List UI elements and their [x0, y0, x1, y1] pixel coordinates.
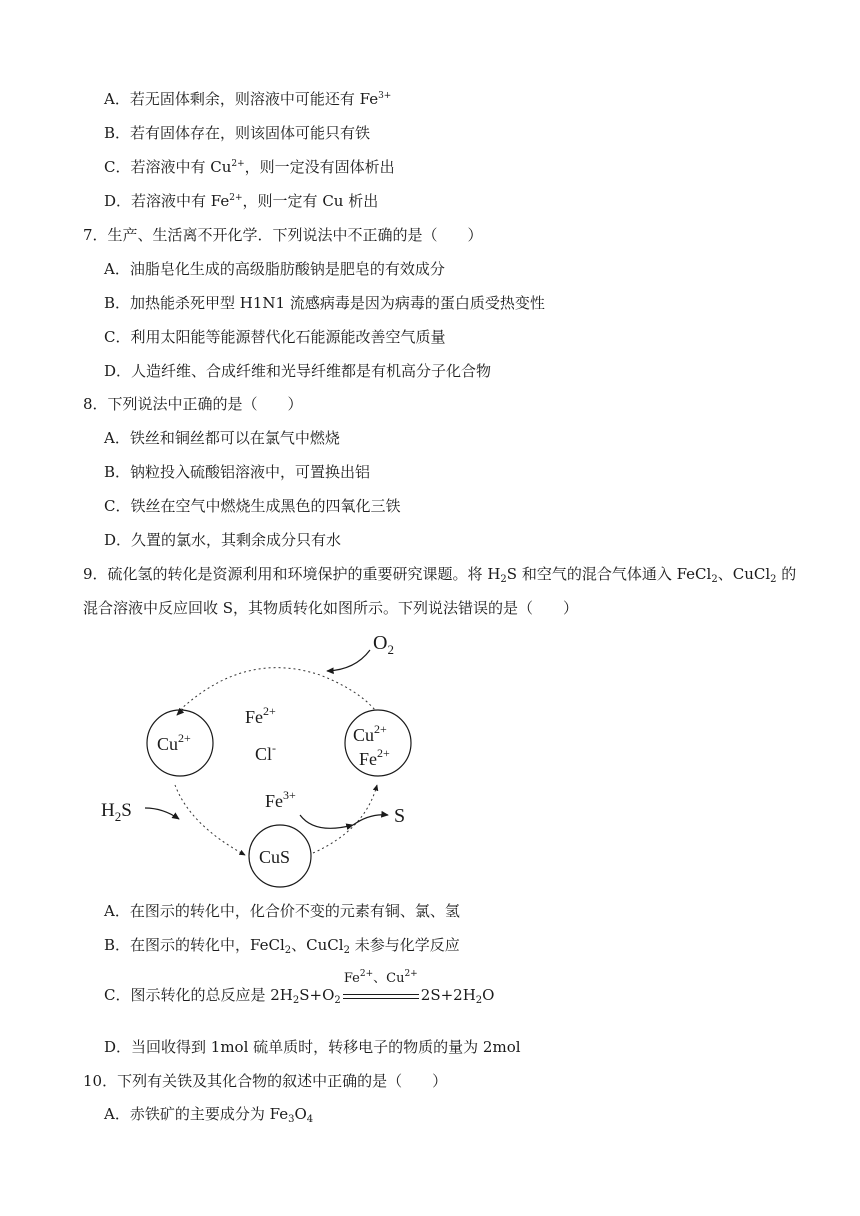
fe2-right-label: $Fe^{2+}$ — [359, 746, 390, 769]
h2s-arrow — [145, 808, 179, 819]
q8-option-a: A．铁丝和铜丝都可以在氯气中燃烧 — [104, 429, 340, 447]
q10-option-a: A．赤铁矿的主要成分为 $Fe_3O_4$ — [104, 1105, 314, 1125]
q8-option-b: B．钠粒投入硫酸铝溶液中，可置换出铝 — [104, 463, 371, 481]
h2s-label: $H_2S$ — [101, 800, 132, 824]
cu2-left-label: $Cu^{2+}$ — [157, 731, 191, 754]
q9-option-b: B．在图示的转化中，FeCl$_2$、CuCl$_2$ 未参与化学反应 — [104, 936, 460, 956]
q8-stem: 8．下列说法中正确的是（ ） — [83, 395, 303, 413]
o2-label: $O_2$ — [373, 632, 394, 657]
cycle-arc-top — [180, 668, 375, 710]
q7-stem: 7．生产、生活离不开化学．下列说法中不正确的是（ ） — [83, 226, 483, 244]
fe3-arrow — [300, 815, 353, 828]
q9-option-d: D．当回收得到 1mol 硫单质时，转移电子的物质的量为 2mol — [104, 1038, 521, 1056]
q8-option-c: C．铁丝在空气中燃烧生成黑色的四氧化三铁 — [104, 497, 401, 515]
s-output-arrow — [353, 815, 388, 825]
q7-option-c: C．利用太阳能等能源替代化石能源能改善空气质量 — [104, 328, 446, 346]
q9-option-a: A．在图示的转化中，化合价不变的元素有铜、氯、氢 — [104, 902, 460, 920]
q8-option-d: D．久置的氯水，其剩余成分只有水 — [104, 531, 342, 549]
q10-stem: 10．下列有关铁及其化合物的叙述中正确的是（ ） — [83, 1072, 448, 1090]
s-label: S — [394, 805, 406, 827]
conversion-cycle-diagram — [95, 625, 425, 895]
q9-option-c: C．图示转化的总反应是 $2H_2S+O_2$ $Fe^{2+}$、$Cu^{2+}$ $2S+2H_2O$ — [104, 969, 495, 1006]
q6-option-d: D．若溶液中有 $Fe^{2+}$，则一定有 Cu 析出 — [104, 192, 379, 210]
fe2-center-label: $Fe^{2+}$ — [245, 704, 276, 727]
o2-arrow — [327, 650, 370, 671]
q7-option-a: A．油脂皂化生成的高级脂肪酸钠是肥皂的有效成分 — [104, 260, 445, 278]
q6-option-b: B．若有固体存在，则该固体可能只有铁 — [104, 124, 371, 142]
q7-option-d: D．人造纤维、合成纤维和光导纤维都是有机高分子化合物 — [104, 362, 492, 380]
q9-stem-line2: 混合溶液中反应回收 S，其物质转化如图所示。下列说法错误的是（ ） — [83, 599, 579, 617]
q9-stem-line1: 9．硫化氢的转化是资源利用和环境保护的重要研究课题。将 $H_2S$ 和空气的混合气体通入 FeCl$_2$、CuCl$_2$ 的 — [83, 565, 797, 585]
fe3-label: $Fe^{3+}$ — [265, 788, 296, 811]
cycle-arc-right — [313, 785, 377, 853]
cus-label: CuS — [259, 847, 291, 867]
reaction-condition-equals — [341, 969, 421, 1005]
q6-option-a: A．若无固体剩余，则溶液中可能还有 $Fe^{3+}$ — [104, 90, 392, 108]
cu2-right-label: $Cu^{2+}$ — [353, 722, 387, 745]
reaction-catalyst-label: $Fe^{2+}$、$Cu^{2+}$ — [343, 969, 418, 986]
cl-center-label: Cl- — [255, 741, 277, 764]
cycle-arc-left — [175, 785, 245, 855]
q6-option-c: C．若溶液中有 $Cu^{2+}$，则一定没有固体析出 — [104, 158, 395, 176]
q7-option-b: B．加热能杀死甲型 H1N1 流感病毒是因为病毒的蛋白质受热变性 — [104, 294, 545, 312]
